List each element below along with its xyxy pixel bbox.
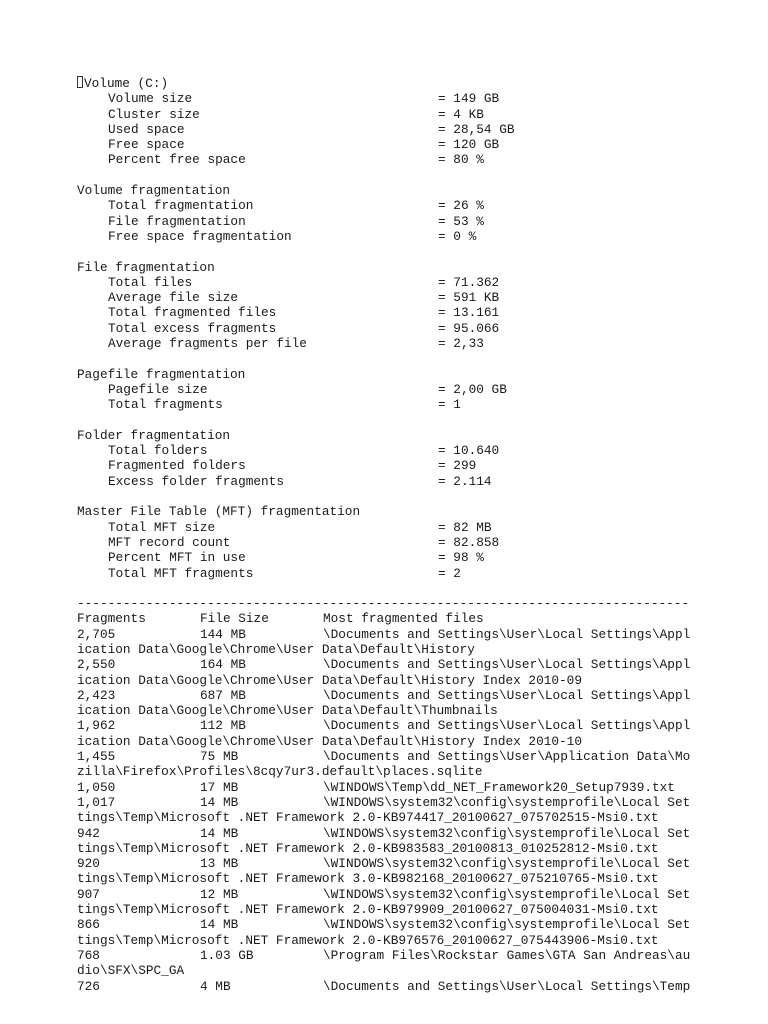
stat-value: = 149 GB xyxy=(438,91,500,107)
stat-label: Excess folder fragments xyxy=(108,473,284,489)
stat-value: = 2,33 xyxy=(438,336,484,352)
stat-row xyxy=(77,305,757,320)
cell-file-size: 14 MB xyxy=(200,917,239,933)
table-row xyxy=(77,657,757,672)
cell-file-size: 13 MB xyxy=(200,856,239,872)
stat-label: Average file size xyxy=(108,290,239,306)
stat-row xyxy=(77,382,757,397)
cell-file-size: 14 MB xyxy=(200,825,239,841)
stat-label: MFT record count xyxy=(108,534,231,550)
stat-row xyxy=(77,336,757,351)
cell-file-path: \Documents and Settings\User\Local Settings\Temp xyxy=(323,978,691,994)
header-most-fragmented: Most fragmented files xyxy=(323,611,484,627)
cell-file-path: \Program Files\Rockstar Games\GTA San Andreas\au xyxy=(323,947,691,963)
stat-row xyxy=(77,198,757,213)
stat-row xyxy=(77,535,757,550)
cell-fragments: 1,962 xyxy=(77,718,116,734)
cell-fragments: 1,017 xyxy=(77,794,116,810)
stat-row xyxy=(77,443,757,458)
stat-label: Total fragments xyxy=(108,397,223,413)
cell-fragments: 2,705 xyxy=(77,626,116,642)
cell-file-path-continuation: tings\Temp\Microsoft .NET Framework 2.0-KB979909_20100627_075004031-Msi0.txt xyxy=(77,902,659,918)
cell-fragments: 907 xyxy=(77,886,100,902)
stat-row xyxy=(77,321,757,336)
stat-value: = 591 KB xyxy=(438,290,500,306)
cell-file-path-continuation: ication Data\Google\Chrome\User Data\Default\History Index 2010-09 xyxy=(77,672,582,688)
cell-file-path: \WINDOWS\system32\config\systemprofile\Local Set xyxy=(323,856,691,872)
stat-value: = 95.066 xyxy=(438,320,500,336)
stat-value: = 82 MB xyxy=(438,519,492,535)
stat-value: = 1 xyxy=(438,397,461,413)
stat-row xyxy=(77,107,757,122)
cell-file-size: 144 MB xyxy=(200,626,246,642)
section-title: File fragmentation xyxy=(77,259,215,275)
cell-fragments: 866 xyxy=(77,917,100,933)
cell-file-size: 1.03 GB xyxy=(200,947,254,963)
stat-label: Cluster size xyxy=(108,106,200,122)
stat-row xyxy=(77,91,757,106)
stat-value: = 10.640 xyxy=(438,443,500,459)
stat-row xyxy=(77,520,757,535)
section-title: Volume fragmentation xyxy=(77,183,231,199)
cell-file-path-continuation: tings\Temp\Microsoft .NET Framework 2.0-KB976576_20100627_075443906-Msi0.txt xyxy=(77,932,659,948)
stat-row xyxy=(77,290,757,305)
stat-value: = 28,54 GB xyxy=(438,121,515,137)
cell-fragments: 1,050 xyxy=(77,779,116,795)
stat-value: = 2,00 GB xyxy=(438,381,507,397)
table-row xyxy=(77,979,757,994)
stat-value: = 4 KB xyxy=(438,106,484,122)
stat-value: = 120 GB xyxy=(438,137,500,153)
stat-label: Total fragmented files xyxy=(108,305,277,321)
section-title: Pagefile fragmentation xyxy=(77,366,246,382)
stat-value: = 98 % xyxy=(438,550,484,566)
table-row xyxy=(77,627,757,642)
cell-file-path: \WINDOWS\system32\config\systemprofile\Local Set xyxy=(323,825,691,841)
stat-value: = 53 % xyxy=(438,213,484,229)
table-row xyxy=(77,948,757,963)
cell-fragments: 2,550 xyxy=(77,657,116,673)
stat-label: Free space fragmentation xyxy=(108,228,292,244)
table-row xyxy=(77,780,757,795)
stat-label: Pagefile size xyxy=(108,381,208,397)
stat-value: = 80 % xyxy=(438,152,484,168)
stat-value: = 82.858 xyxy=(438,534,500,550)
table-row xyxy=(77,917,757,932)
cell-file-path: \WINDOWS\system32\config\systemprofile\Local Set xyxy=(323,917,691,933)
stat-value: = 0 % xyxy=(438,228,477,244)
cell-file-path-continuation: tings\Temp\Microsoft .NET Framework 2.0-KB974417_20100627_075702515-Msi0.txt xyxy=(77,810,659,826)
section-title: Master File Table (MFT) fragmentation xyxy=(77,504,361,520)
stat-label: Average fragments per file xyxy=(108,336,307,352)
stat-label: File fragmentation xyxy=(108,213,246,229)
stat-row xyxy=(77,566,757,581)
divider: -------------------------------------------------------------------------------- xyxy=(77,596,690,612)
stat-label: Volume size xyxy=(108,91,193,107)
cell-file-size: 14 MB xyxy=(200,794,239,810)
cell-file-path: \Documents and Settings\User\Application Data\Mo xyxy=(323,749,691,765)
cell-file-size: 17 MB xyxy=(200,779,239,795)
stat-row xyxy=(77,458,757,473)
stat-value: = 299 xyxy=(438,458,477,474)
cell-fragments: 2,423 xyxy=(77,687,116,703)
defrag-report xyxy=(77,76,757,994)
stat-label: Free space xyxy=(108,137,185,153)
stat-label: Total excess fragments xyxy=(108,320,277,336)
stat-row xyxy=(77,275,757,290)
cell-fragments: 726 xyxy=(77,978,100,994)
stat-row xyxy=(77,137,757,152)
cell-file-size: 4 MB xyxy=(200,978,231,994)
cell-file-size: 687 MB xyxy=(200,687,246,703)
stat-value: = 71.362 xyxy=(438,274,500,290)
table-row xyxy=(77,749,757,764)
box-glyph-icon xyxy=(77,76,83,88)
cell-fragments: 1,455 xyxy=(77,749,116,765)
cell-fragments: 768 xyxy=(77,947,100,963)
cell-file-size: 12 MB xyxy=(200,886,239,902)
stat-label: Used space xyxy=(108,121,185,137)
stat-row xyxy=(77,214,757,229)
table-row xyxy=(77,718,757,733)
cell-file-size: 112 MB xyxy=(200,718,246,734)
stat-label: Total MFT fragments xyxy=(108,565,254,581)
table-row xyxy=(77,795,757,810)
stat-value: = 2.114 xyxy=(438,473,492,489)
cell-file-path-continuation: zilla\Firefox\Profiles\8cqy7ur3.default\places.sqlite xyxy=(77,764,483,780)
stat-value: = 2 xyxy=(438,565,461,581)
header-fragments: Fragments xyxy=(77,611,146,627)
stat-row xyxy=(77,229,757,244)
cell-file-path-continuation: ication Data\Google\Chrome\User Data\Default\History Index 2010-10 xyxy=(77,733,582,749)
cell-file-path-continuation: dio\SFX\SPC_GA xyxy=(77,963,185,979)
volume-title: Volume (C:) xyxy=(77,76,757,91)
cell-file-path-continuation: tings\Temp\Microsoft .NET Framework 2.0-KB983583_20100813_010252812-Msi0.txt xyxy=(77,840,659,856)
cell-file-path-continuation: ication Data\Google\Chrome\User Data\Default\Thumbnails xyxy=(77,703,498,719)
table-row xyxy=(77,826,757,841)
stat-value: = 13.161 xyxy=(438,305,500,321)
cell-file-size: 164 MB xyxy=(200,657,246,673)
cell-file-size: 75 MB xyxy=(200,749,239,765)
cell-fragments: 942 xyxy=(77,825,100,841)
cell-file-path: \Documents and Settings\User\Local Settings\Appl xyxy=(323,626,691,642)
files-table-header xyxy=(77,611,757,626)
stat-row xyxy=(77,152,757,167)
stat-row xyxy=(77,550,757,565)
stat-row xyxy=(77,474,757,489)
cell-file-path: \Documents and Settings\User\Local Settings\Appl xyxy=(323,718,691,734)
stat-label: Total MFT size xyxy=(108,519,216,535)
table-row xyxy=(77,887,757,902)
cell-fragments: 920 xyxy=(77,856,100,872)
stat-row xyxy=(77,397,757,412)
files-table-body xyxy=(77,627,757,994)
stat-label: Fragmented folders xyxy=(108,458,246,474)
table-row xyxy=(77,688,757,703)
cell-file-path-continuation: ication Data\Google\Chrome\User Data\Default\History xyxy=(77,641,475,657)
stat-label: Percent free space xyxy=(108,152,246,168)
stat-label: Total folders xyxy=(108,443,208,459)
stat-label: Percent MFT in use xyxy=(108,550,246,566)
stat-row xyxy=(77,122,757,137)
cell-file-path: \WINDOWS\Temp\dd_NET_Framework20_Setup7939.txt xyxy=(323,779,675,795)
cell-file-path: \WINDOWS\system32\config\systemprofile\Local Set xyxy=(323,794,691,810)
cell-file-path: \Documents and Settings\User\Local Settings\Appl xyxy=(323,657,691,673)
cell-file-path-continuation: tings\Temp\Microsoft .NET Framework 3.0-KB982168_20100627_075210765-Msi0.txt xyxy=(77,871,659,887)
stat-label: Total files xyxy=(108,274,193,290)
header-file-size: File Size xyxy=(200,611,269,627)
section-title: Folder fragmentation xyxy=(77,427,231,443)
cell-file-path: \WINDOWS\system32\config\systemprofile\Local Set xyxy=(323,886,691,902)
stat-label: Total fragmentation xyxy=(108,198,254,214)
cell-file-path: \Documents and Settings\User\Local Settings\Appl xyxy=(323,687,691,703)
stat-value: = 26 % xyxy=(438,198,484,214)
table-row xyxy=(77,856,757,871)
